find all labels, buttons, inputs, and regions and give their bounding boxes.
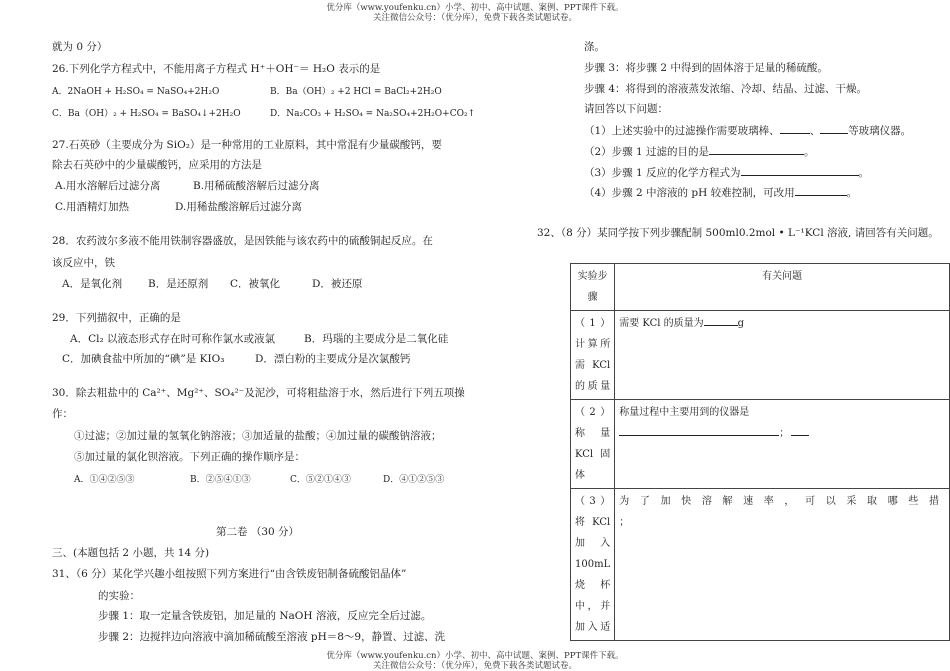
table-row — [571, 400, 950, 489]
table-header-step: 实验步 骤 — [571, 264, 615, 311]
answer-blank[interactable] — [741, 165, 859, 176]
q29-option-c: C．加碘食盐中所加的“碘”是 KIO₃ — [62, 353, 225, 365]
q30-option-c: C．⑤②①④③ — [290, 475, 351, 485]
q26-option-b: B．Ba（OH）₂ +2 HCl = BaCl₂+2H₂O — [270, 87, 442, 97]
table-header-question: 有关问题 — [615, 264, 950, 311]
table-row — [571, 264, 950, 311]
answer-blank[interactable] — [619, 425, 779, 436]
q31-sub-2: （2）步骤 1 过滤的目的是 。 — [584, 146, 815, 158]
q30-steps-line-1: ①过滤；②加过量的氢氧化钠溶液；③加适量的盐酸；④加过量的碳酸钠溶液； — [74, 430, 442, 442]
q29-option-d: D．漂白粉的主要成分是次氯酸钙 — [255, 353, 411, 365]
q28-option-c: C．被氧化 — [230, 278, 281, 290]
q31-stem-line-2: 的实验： — [98, 590, 140, 602]
q31-step-4: 步骤 4：将得到的溶液蒸发浓缩、冷却、结晶、过滤、干燥。 — [584, 83, 868, 95]
row-1-question: 需要 KCl 的质量为 g — [615, 311, 950, 400]
q31-sub-4: （4）步骤 2 中溶液的 pH 较难控制，可改用 。 — [584, 187, 858, 199]
q28-option-b: B．是还原剂 — [148, 278, 209, 290]
answer-blank[interactable] — [709, 144, 804, 155]
q26-stem: 26.下列化学方程式中，不能用离子方程式 H⁺＋OH⁻＝ H₂O 表示的是 — [52, 63, 381, 75]
q29-option-b: B．玛瑙的主要成分是二氧化硅 — [304, 333, 449, 345]
q32-table — [570, 263, 950, 641]
part-two-title: 第二卷 （30 分） — [216, 526, 300, 538]
page-footer-line-2: 关注微信公众号：（优分库），免费下载各类试题试卷。 — [372, 661, 577, 671]
q30-option-a: A．①④②⑤③ — [74, 475, 135, 485]
q31-prompt: 请回答以下问题： — [584, 103, 668, 115]
q27-option-a: A.用水溶解后过滤分离 — [55, 180, 161, 192]
answer-blank[interactable] — [791, 425, 809, 436]
previous-question-fragment: 就为 0 分） — [52, 41, 108, 53]
page-header-line-1: 优分库（www.youfenku.cn）小学、初中、高中试题、案例、PPT课件下载。 — [326, 3, 624, 13]
q31-step-3: 步骤 3：将步骤 2 中得到的固体溶于足量的稀硫酸。 — [584, 62, 828, 74]
answer-blank[interactable] — [780, 123, 810, 134]
row-3-question: 为了加快溶解速率，可以采取哪些措 ； — [615, 489, 950, 641]
q28-stem-line-2: 该反应中，铁 — [52, 257, 115, 269]
page-header-line-2: 关注微信公众号：（优分库），免费下载各类试题试卷。 — [372, 13, 577, 23]
q30-steps-line-2: ⑤加过量的氯化钡溶液。下列正确的操作顺序是： — [74, 451, 305, 463]
q29-option-a: A．Cl₂ 以液态形式存在时可称作氯水或液氯 — [70, 333, 276, 345]
q30-option-b: B．②⑤④①③ — [190, 475, 251, 485]
q26-option-a: A．2NaOH + H₂SO₄ = NaSO₄+2H₂O — [52, 87, 220, 97]
q27-stem-line-2: 除去石英砂中的少量碳酸钙，应采用的方法是 — [52, 159, 262, 171]
q28-option-d: D．被还原 — [312, 278, 363, 290]
q28-stem-line-1: 28．农药波尔多液不能用铁制容器盛放，是因铁能与该农药中的硫酸铜起反应。在 — [52, 235, 433, 247]
q32-stem: 32、（8 分）某同学按下列步骤配制 500ml0.2mol • L⁻¹KCl 溶液, 请回答有关问题。 — [537, 227, 939, 239]
q26-option-d: D．Na₂CO₃ + H₂SO₄ = Na₂SO₄+2H₂O+CO₂↑ — [270, 109, 476, 119]
q27-option-c: C.用酒精灯加热 — [55, 201, 129, 213]
q30-stem-line-1: 30．除去粗盐中的 Ca²⁺、Mg²⁺、SO₄²⁻及泥沙，可将粗盐溶于水，然后进行下列五项操 — [52, 387, 465, 399]
table-row — [571, 489, 950, 641]
q27-stem-line-1: 27.石英砂（主要成分为 SiO₂）是一种常用的工业原料，其中常混有少量碳酸钙，要 — [52, 139, 442, 151]
row-1-step: （1） 计算所 需 KCl 的质量 — [571, 311, 615, 400]
row-2-question: 称量过程中主要用到的仪器是 ； — [615, 400, 950, 489]
q31-sub-3: （3）步骤 1 反应的化学方程式为 。 — [584, 167, 870, 179]
q26-option-c: C．Ba（OH）₂ + H₂SO₄ = BaSO₄↓+2H₂O — [52, 109, 241, 119]
q29-stem: 29．下列描叙中，正确的是 — [52, 312, 181, 324]
q30-option-d: D．④①②⑤③ — [383, 475, 445, 485]
q31-stem: 31、（6 分）某化学兴趣小组按照下列方案进行“由含铁废铝制备硫酸铝晶体” — [52, 568, 407, 580]
q31-step-1: 步骤 1：取一定量含铁废铝，加足量的 NaOH 溶液，反应完全后过滤。 — [98, 610, 432, 622]
q31-sub-1: （1）上述实验中的过滤操作需要玻璃棒、 、 等玻璃仪器。 — [584, 125, 912, 137]
q30-stem-line-2: 作： — [52, 408, 73, 420]
row-3-step: （3） 将 KCl 加 入 100mL 烧 杯 中，并 加入适 — [571, 489, 615, 641]
page-footer-line-1: 优分库（www.youfenku.cn）小学、初中、高中试题、案例、PPT课件下载。 — [326, 651, 624, 661]
answer-blank[interactable] — [820, 123, 848, 134]
table-row — [571, 311, 950, 400]
answer-blank[interactable] — [795, 185, 847, 196]
q27-option-b: B.用稀硫酸溶解后过滤分离 — [193, 180, 320, 192]
q31-step-2: 步骤 2：边搅拌边向溶液中滴加稀硫酸至溶液 pH＝8～9，静置、过滤、洗 — [98, 631, 446, 643]
section-three-heading: 三、(本题包括 2 小题，共 14 分) — [52, 547, 210, 559]
q31-step-2-continuation: 涤。 — [584, 41, 605, 53]
answer-blank[interactable] — [704, 315, 738, 326]
q27-option-d: D.用稀盐酸溶解后过滤分离 — [175, 201, 302, 213]
row-2-step: （2） 称 量 KCl 固 体 — [571, 400, 615, 489]
q28-option-a: A．是氧化剂 — [62, 278, 123, 290]
